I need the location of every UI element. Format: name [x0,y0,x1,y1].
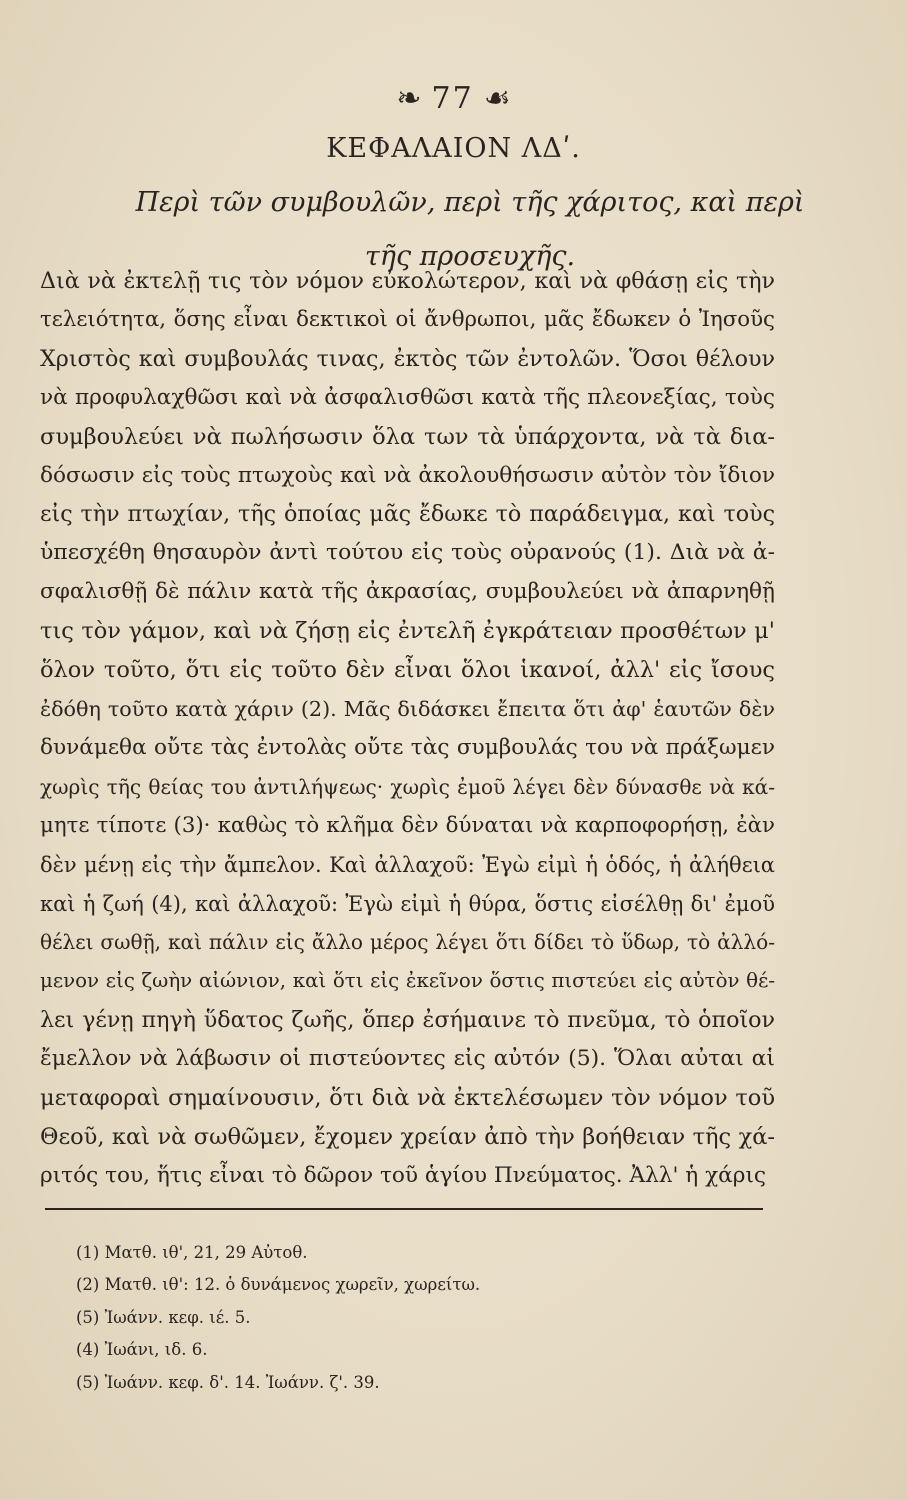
footnote: (1) Ματθ. ιθ', 21, 29 Αὐτοθ. [76,1243,308,1262]
left-ornament-icon: ❧ [396,81,422,116]
body-line: δόσωσιν εἰς τοὺς πτωχοὺς καὶ νὰ ἀκολουθήσωσιν αὐτὸν τὸν ἴδιον [40,462,775,488]
footnote: (4) Ἰωάνι, ιδ. 6. [76,1340,208,1360]
body-line: μεταφοραὶ σημαίνουσιν, ὅτι διὰ νὰ ἐκτελέσωμεν τὸν νόμον τοῦ [40,1085,775,1112]
body-line: μητε τίποτε (3)· καθὼς τὸ κλῆμα δὲν δύναται νὰ καρποφορήσῃ, ἐὰν [40,812,775,838]
chapter-subtitle-line: τῆς προσευχῆς. [364,241,576,272]
body-line: μενον εἰς ζωὴν αἰώνιον, καὶ ὅτι εἰς ἐκεῖνον ὅστις πιστεύει εἰς αὐτὸν θέ- [40,969,775,993]
body-line: νὰ προφυλαχθῶσι καὶ νὰ ἀσφαλισθῶσι κατὰ τῆς πλεονεξίας, τοὺς [40,384,775,410]
chapter-heading: ΚΕΦΑΛΑΙΟΝ ΛΔʹ. [326,133,581,164]
body-line: λει γένῃ πηγὴ ὕδατος ζωῆς, ὅπερ ἐσήμαινε τὸ πνεῦμα, τὸ ὁποῖον [40,1007,775,1034]
body-line: συμβουλεύει νὰ πωλήσωσιν ὅλα των τὰ ὑπάρχοντα, νὰ τὰ δια- [40,423,775,450]
body-line: δυνάμεθα οὔτε τὰς ἐντολὰς οὔτε τὰς συμβουλάς του νὰ πράξωμεν [40,734,775,760]
body-line: δὲν μένῃ εἰς τὴν ἄμπελον. Καὶ ἀλλαχοῦ: Ἐγὼ εἰμὶ ἡ ὁδός, ἡ ἀλήθεια [40,852,775,877]
page-header [0,81,907,116]
body-line: Θεοῦ, καὶ νὰ σωθῶμεν, ἔχομεν χρείαν ἀπὸ τὴν βοήθειαν τῆς χά- [40,1123,775,1150]
body-line: ἔμελλον νὰ λάβωσιν οἱ πιστεύοντες εἰς αὐτόν (5). Ὅλαι αὐται αἱ [40,1046,775,1072]
right-ornament-icon: ☙ [483,81,511,116]
body-text [40,262,775,1196]
footnote-divider [45,1208,763,1210]
page-number: 77 [431,81,474,116]
body-line: ριτός του, ἥτις εἶναι τὸ δῶρον τοῦ ἁγίου Πνεύματος. Ἀλλ' ἡ χάρις [40,1162,767,1188]
body-line: θέλει σωθῇ, καὶ πάλιν εἰς ἄλλο μέρος λέγει ὅτι δίδει τὸ ὕδωρ, τὸ ἀλλό- [40,930,775,955]
body-line: τις τὸν γάμον, καὶ νὰ ζήσῃ εἰς ἐντελῆ ἐγκράτειαν προσθέτων μ' [40,618,775,645]
body-line: Διὰ νὰ ἐκτελῇ τις τὸν νόμον εὐκολώτερον, καὶ νὰ φθάσῃ εἰς τὴν [40,268,775,294]
body-line: ἐδόθη τοῦτο κατὰ χάριν (2). Μᾶς διδάσκει ἔπειτα ὅτι ἀφ' ἑαυτῶν δὲν [40,696,775,721]
footnote: (2) Ματθ. ιθ': 12. ὁ δυνάμενος χωρεῖν, χωρείτω. [76,1275,481,1295]
body-line: καὶ ἡ ζωή (4), καὶ ἀλλαχοῦ: Ἐγὼ εἰμὶ ἡ θύρα, ὅστις εἰσέλθῃ δι' ἐμοῦ [40,891,775,916]
chapter-subtitle-line: Περὶ τῶν συμβουλῶν, περὶ τῆς χάριτος, καὶ περὶ [135,187,805,218]
body-line: τελειότητα, ὅσης εἶναι δεκτικοὶ οἱ ἄνθρωποι, μᾶς ἔδωκεν ὁ Ἰησοῦς [40,306,775,332]
body-line: ὅλον τοῦτο, ὅτι εἰς τοῦτο δὲν εἶναι ὅλοι ἱκανοί, ἀλλ' εἰς ἴσους [40,657,775,684]
body-line: εἰς τὴν πτωχίαν, τῆς ὁποίας μᾶς ἔδωκε τὸ παράδειγμα, καὶ τοὺς [40,501,775,528]
footnote: (5) Ἰωάνν. κεφ. ιέ. 5. [76,1307,251,1327]
footnote: (5) Ἰωάνν. κεφ. δ'. 14. Ἰωάνν. ζ'. 39. [76,1372,380,1392]
body-line: χωρὶς τῆς θείας του ἀντιλήψεως· χωρὶς ἐμοῦ λέγει δὲν δύνασθε νὰ κά- [40,774,775,799]
body-line: Χριστὸς καὶ συμβουλάς τινας, ἐκτὸς τῶν ἐντολῶν. Ὅσοι θέλουν [40,345,775,372]
footnotes [76,1237,766,1399]
body-line: ὑπεσχέθη θησαυρὸν ἀντὶ τούτου εἰς τοὺς οὐρανούς (1). Διὰ νὰ ἀ- [40,540,775,566]
body-line: σφαλισθῇ δὲ πάλιν κατὰ τῆς ἀκρασίας, συμβουλεύει νὰ ἀπαρνηθῇ [40,579,775,605]
